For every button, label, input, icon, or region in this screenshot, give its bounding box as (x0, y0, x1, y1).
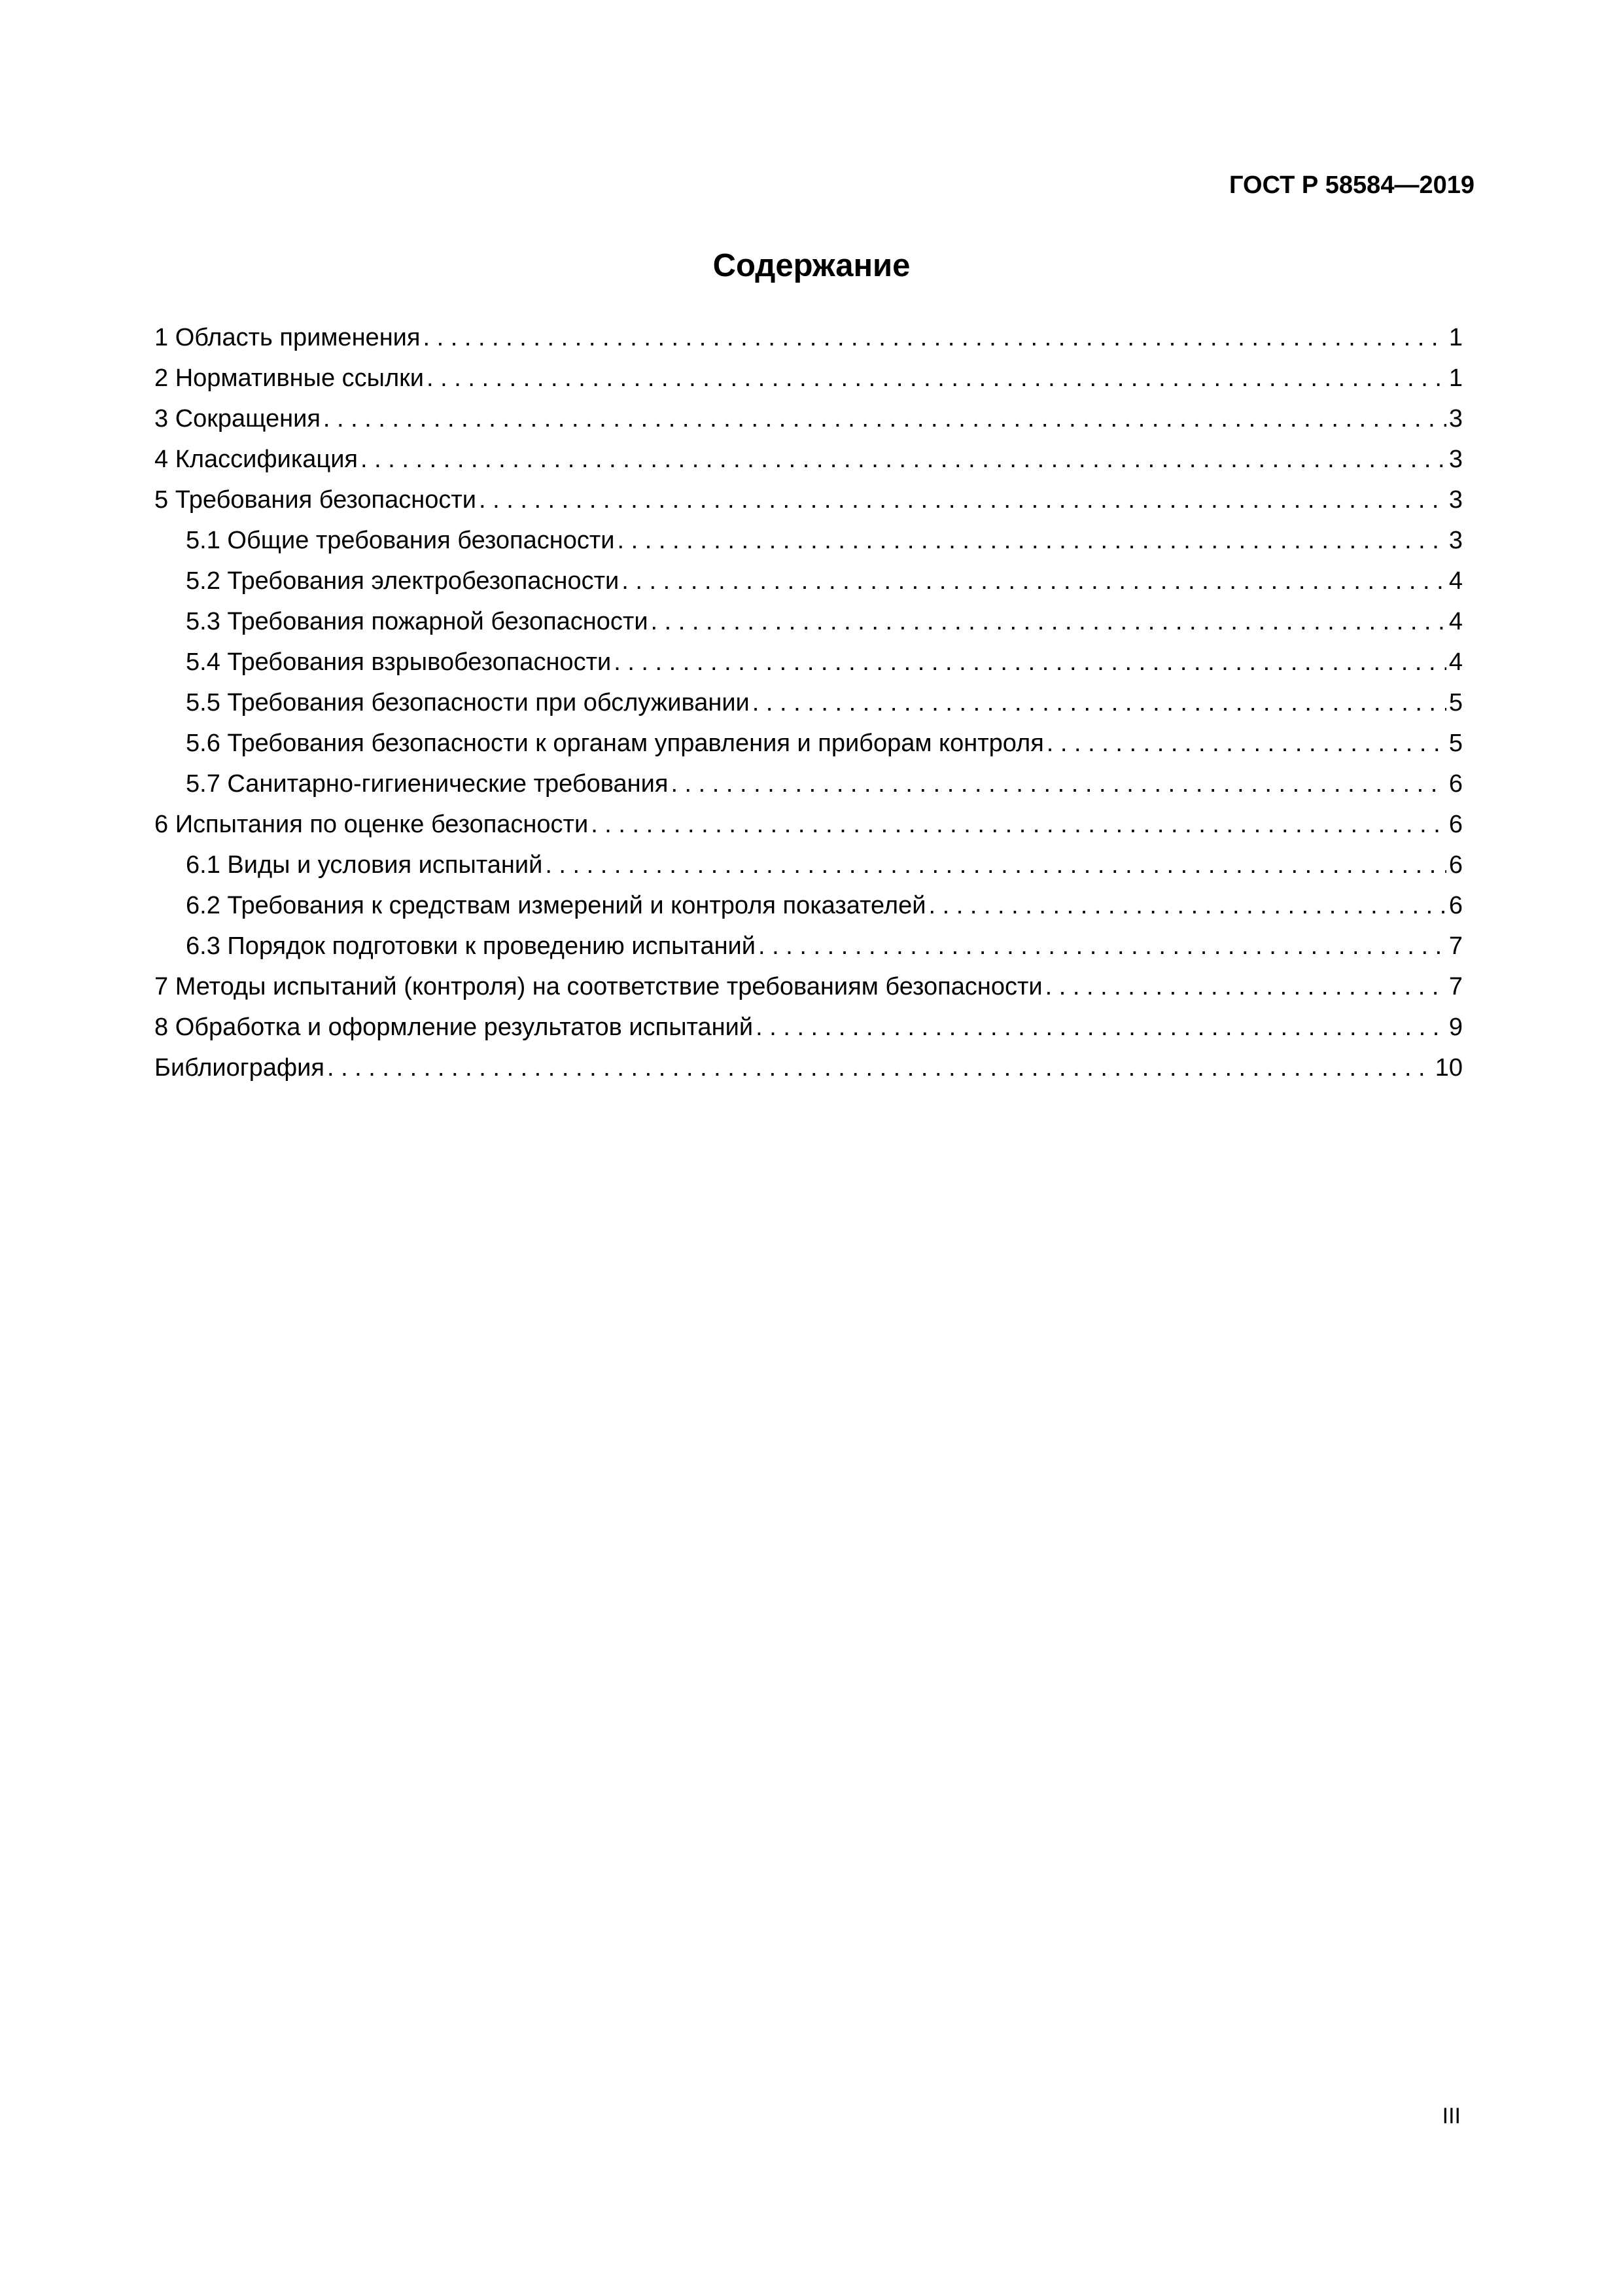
toc-entry-page: 6 (1448, 811, 1463, 838)
toc-entry-page: 4 (1448, 608, 1463, 635)
toc-dot-leader (360, 439, 1446, 480)
toc-entry-label: 5.4 Требования взрывобезопасности (186, 648, 612, 676)
toc-entry-page: 9 (1448, 1014, 1463, 1041)
toc-entry-page: 3 (1448, 527, 1463, 554)
toc-entry[interactable] (154, 845, 1463, 885)
toc-entry-page: 6 (1448, 892, 1463, 919)
toc-dot-leader (752, 682, 1446, 723)
page-number: III (1442, 2104, 1461, 2128)
toc-entry[interactable] (154, 317, 1463, 358)
toc-entry-label: 5.1 Общие требования безопасности (186, 527, 615, 554)
toc-entry[interactable] (154, 561, 1463, 601)
toc-entry[interactable] (154, 358, 1463, 398)
toc-dot-leader (614, 642, 1446, 682)
toc-entry[interactable] (154, 642, 1463, 682)
toc-entry[interactable] (154, 682, 1463, 723)
toc-entry-page: 3 (1448, 405, 1463, 433)
toc-title: Содержание (712, 248, 911, 283)
toc-entry[interactable] (154, 1048, 1463, 1088)
toc-entry-label: 6.3 Порядок подготовки к проведению испытаний (186, 932, 756, 960)
toc-entry-page: 3 (1448, 486, 1463, 514)
toc-entry-label: 1 Область применения (154, 324, 421, 351)
toc-entry-page: 3 (1448, 446, 1463, 473)
toc-entry[interactable] (154, 520, 1463, 561)
toc-entry-label: Библиография (154, 1054, 324, 1082)
toc-dot-leader (423, 317, 1446, 358)
toc-dot-leader (327, 1048, 1433, 1088)
toc-entry[interactable] (154, 723, 1463, 764)
toc-dot-leader (671, 764, 1446, 804)
toc-entry[interactable] (154, 885, 1463, 926)
toc-dot-leader (928, 885, 1446, 926)
toc-dot-leader (618, 520, 1446, 561)
toc-dot-leader (651, 601, 1446, 642)
toc-dot-leader (545, 845, 1446, 885)
toc-entry-label: 4 Классификация (154, 446, 358, 473)
toc-entry-label: 5.3 Требования пожарной безопасности (186, 608, 648, 635)
toc-entry-label: 5.2 Требования электробезопасности (186, 567, 620, 595)
toc-entry-label: 2 Нормативные ссылки (154, 364, 424, 392)
toc-entry-page: 5 (1448, 730, 1463, 757)
toc-entry[interactable] (154, 398, 1463, 439)
toc-entry[interactable] (154, 601, 1463, 642)
toc-dot-leader (323, 398, 1446, 439)
toc-entry[interactable] (154, 439, 1463, 480)
toc-dot-leader (756, 1007, 1446, 1048)
toc-entry-label: 8 Обработка и оформление результатов испытаний (154, 1014, 754, 1041)
table-of-contents (154, 317, 1463, 1088)
toc-entry-page: 5 (1448, 689, 1463, 716)
toc-entry-label: 7 Методы испытаний (контроля) на соответствие требованиям безопасности (154, 973, 1043, 1000)
toc-dot-leader (591, 804, 1446, 845)
document-code: ГОСТ Р 58584—2019 (1229, 171, 1475, 199)
toc-entry-label: 5.6 Требования безопасности к органам управления и приборам контроля (186, 730, 1044, 757)
toc-entry-label: 5.5 Требования безопасности при обслуживании (186, 689, 750, 716)
toc-entry-page: 7 (1448, 973, 1463, 1000)
toc-entry-page: 4 (1448, 648, 1463, 676)
toc-entry[interactable] (154, 764, 1463, 804)
toc-entry-label: 5.7 Санитарно-гигиенические требования (186, 770, 669, 798)
toc-entry-page: 7 (1448, 932, 1463, 960)
toc-entry-page: 1 (1448, 364, 1463, 392)
toc-entry-page: 1 (1448, 324, 1463, 351)
toc-dot-leader (758, 926, 1446, 966)
toc-entry[interactable] (154, 1007, 1463, 1048)
toc-entry[interactable] (154, 926, 1463, 966)
toc-entry[interactable] (154, 966, 1463, 1007)
toc-entry-page: 4 (1448, 567, 1463, 595)
toc-entry-page: 10 (1435, 1054, 1463, 1082)
toc-entry-label: 6.2 Требования к средствам измерений и контроля показателей (186, 892, 926, 919)
toc-dot-leader (427, 358, 1446, 398)
toc-dot-leader (1045, 966, 1446, 1007)
toc-entry-page: 6 (1448, 851, 1463, 879)
toc-dot-leader (1047, 723, 1446, 764)
toc-entry-label: 5 Требования безопасности (154, 486, 476, 514)
toc-dot-leader (479, 480, 1446, 520)
toc-entry-label: 3 Сокращения (154, 405, 321, 433)
toc-entry[interactable] (154, 480, 1463, 520)
toc-entry-page: 6 (1448, 770, 1463, 798)
toc-dot-leader (621, 561, 1446, 601)
toc-entry-label: 6.1 Виды и условия испытаний (186, 851, 543, 879)
toc-entry[interactable] (154, 804, 1463, 845)
toc-entry-label: 6 Испытания по оценке безопасности (154, 811, 589, 838)
